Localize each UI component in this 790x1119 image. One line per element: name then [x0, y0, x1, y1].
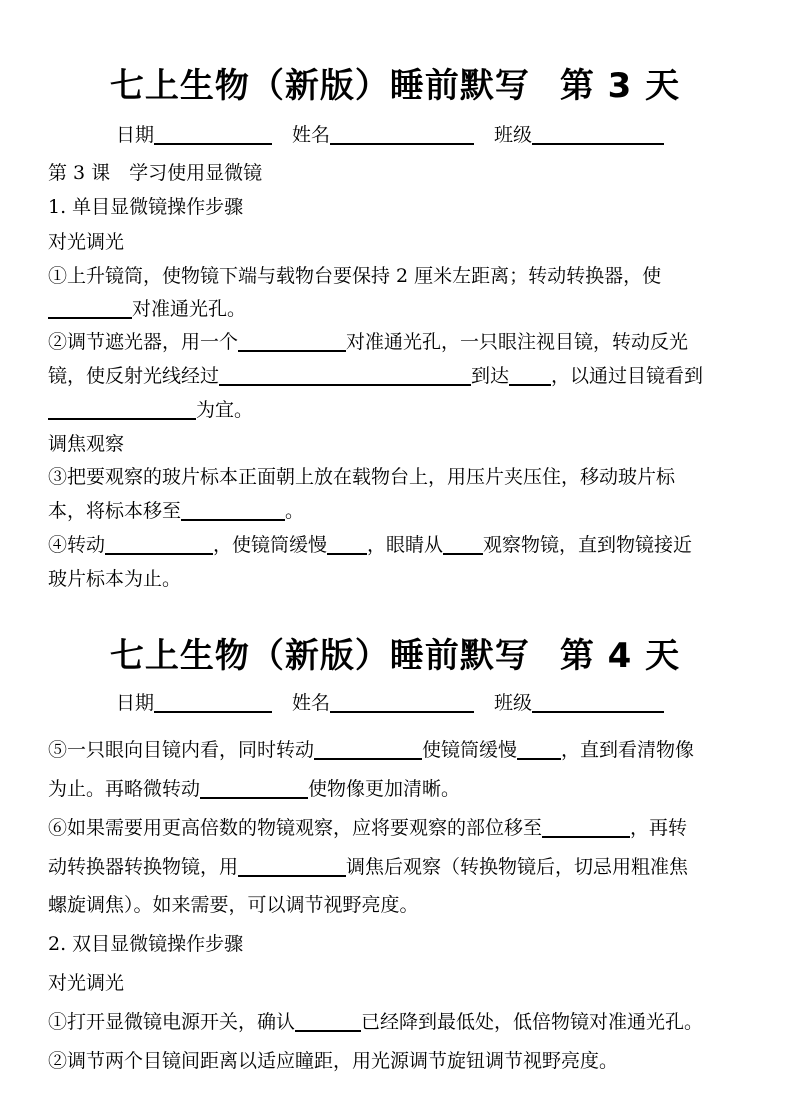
text: 。: [285, 500, 305, 522]
fill-blank[interactable]: [181, 499, 285, 521]
text: 本，将标本移至: [48, 500, 182, 522]
section2-heading: 2. 双目显微镜操作步骤: [48, 933, 244, 955]
section2-sub-light: 对光调光: [48, 972, 125, 994]
binocular-step1: [48, 1007, 703, 1034]
section1-sub-light: 对光调光: [48, 231, 125, 253]
text: ②调节遮光器，用一个: [48, 331, 239, 353]
class-blank[interactable]: [532, 691, 664, 713]
text: 观察物镜，直到物镜接近: [483, 534, 693, 556]
fill-blank[interactable]: [542, 816, 630, 838]
text: 已经降到最低处，低倍物镜对准通光孔。: [361, 1011, 704, 1033]
step6-line2: [48, 852, 688, 879]
fill-blank[interactable]: [48, 297, 132, 319]
day4-title: [0, 628, 790, 677]
date-blank[interactable]: [154, 123, 272, 145]
text: 为止。再略微转动: [48, 778, 201, 800]
fill-blank[interactable]: [48, 398, 196, 420]
text: 对准通光孔。: [132, 298, 247, 320]
text: ，眼睛从: [367, 534, 444, 556]
fill-blank[interactable]: [517, 738, 561, 760]
fill-blank[interactable]: [443, 533, 483, 555]
text: ，再转: [630, 817, 688, 839]
step5-line1: [48, 735, 694, 762]
name-label: 姓名: [292, 124, 331, 146]
section1-sub-focus: 调焦观察: [48, 433, 125, 455]
fill-blank[interactable]: [238, 855, 346, 877]
fill-blank[interactable]: [314, 738, 422, 760]
step2-line3: [48, 395, 253, 422]
day4-fields: [116, 688, 664, 715]
name-blank[interactable]: [330, 123, 474, 145]
fill-blank[interactable]: [327, 533, 367, 555]
text: 镜，使反射光线经过: [48, 365, 220, 387]
text: ⑥如果需要用更高倍数的物镜观察，应将要观察的部位移至: [48, 817, 543, 839]
fill-blank[interactable]: [509, 364, 551, 386]
name-blank[interactable]: [330, 691, 474, 713]
text: 调焦后观察（转换物镜后，切忌用粗准焦: [346, 856, 689, 878]
step3-line2: [48, 496, 304, 523]
text: 到达: [471, 365, 510, 387]
step2-line1: [48, 327, 688, 354]
step5-line2: [48, 774, 460, 801]
section1-heading: 1. 单目显微镜操作步骤: [48, 196, 244, 218]
step1-line2: [48, 294, 246, 321]
text: 使镜筒缓慢: [422, 739, 518, 761]
date-blank[interactable]: [154, 691, 272, 713]
lesson-heading: 第 3 课 学习使用显微镜: [48, 162, 263, 184]
date-label: 日期: [116, 692, 155, 714]
day3-fields: [116, 120, 664, 147]
day3-title: [0, 58, 790, 107]
step6-line3: 螺旋调焦）。如来需要，可以调节视野亮度。: [48, 894, 419, 916]
text: ，以通过目镜看到: [551, 365, 704, 387]
text: ①打开显微镜电源开关，确认: [48, 1011, 296, 1033]
fill-blank[interactable]: [295, 1010, 361, 1032]
step2-line2: [48, 361, 703, 388]
text: ，直到看清物像: [561, 739, 695, 761]
fill-blank[interactable]: [105, 533, 213, 555]
binocular-step2: ②调节两个目镜间距离以适应瞳距，用光源调节旋钮调节视野亮度。: [48, 1050, 619, 1072]
name-label: 姓名: [292, 692, 331, 714]
day3-title-main: 七上生物（新版）睡前默写: [109, 66, 530, 106]
day4-title-day: 第 4 天: [559, 636, 681, 676]
step1-line1: ①上升镜筒，使物镜下端与载物台要保持 2 厘米左距离；转动转换器，使: [48, 265, 662, 287]
class-blank[interactable]: [532, 123, 664, 145]
day4-title-main: 七上生物（新版）睡前默写: [109, 636, 530, 676]
step3-line1: ③把要观察的玻片标本正面朝上放在载物台上，用压片夹压住，移动玻片标: [48, 466, 676, 488]
step4-line1: [48, 530, 692, 557]
day3-title-day: 第 3 天: [559, 66, 681, 106]
fill-blank[interactable]: [219, 364, 471, 386]
text: ⑤一只眼向目镜内看，同时转动: [48, 739, 315, 761]
text: ④转动: [48, 534, 106, 556]
class-label: 班级: [494, 692, 533, 714]
date-label: 日期: [116, 124, 155, 146]
text: 为宜。: [196, 399, 254, 421]
fill-blank[interactable]: [200, 777, 308, 799]
step4-line2: 玻片标本为止。: [48, 568, 182, 590]
fill-blank[interactable]: [238, 330, 346, 352]
text: 动转换器转换物镜，用: [48, 856, 239, 878]
text: ，使镜筒缓慢: [213, 534, 328, 556]
text: 使物像更加清晰。: [308, 778, 461, 800]
text: 对准通光孔，一只眼注视目镜，转动反光: [346, 331, 689, 353]
class-label: 班级: [494, 124, 533, 146]
step6-line1: [48, 813, 687, 840]
